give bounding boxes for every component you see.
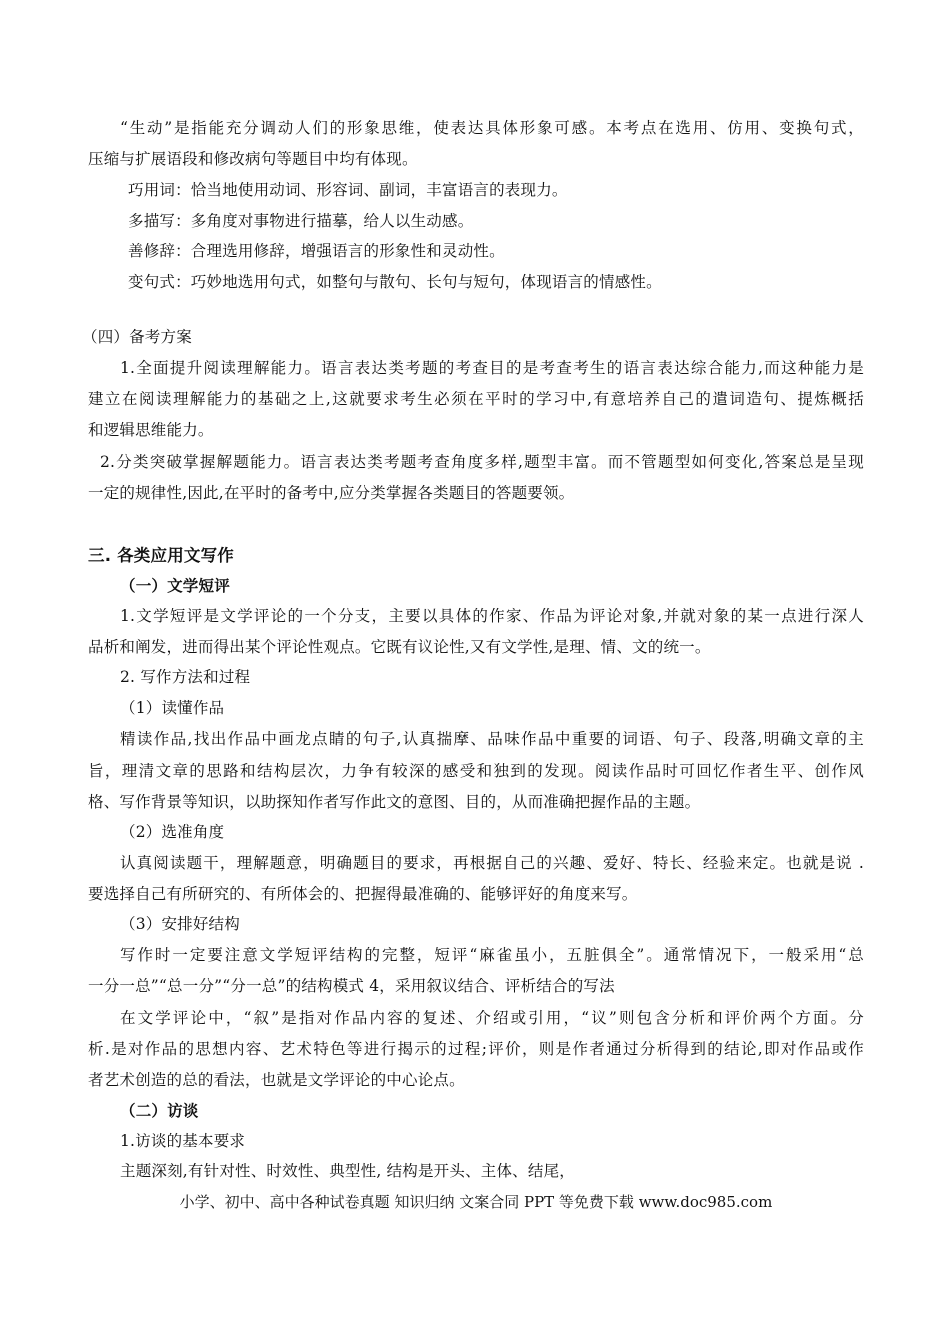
paragraph-line: 多描写：多角度对事物进行描摹，给人以生动感。	[128, 212, 474, 230]
paragraph-line: 精读作品,找出作品中画龙点睛的句子,认真揣摩、品味作品中重要的词语、句子、段落,明确文章的主	[120, 730, 864, 748]
paragraph-line: 者艺术创造的总的看法，也就是文学评论的中心论点。	[88, 1071, 465, 1089]
section-heading: （四）备考方案	[82, 328, 192, 346]
paragraph-line: 品析和阐发，进而得出某个评论性观点。它既有议论性,又有文学性,是理、情、文的统一。	[88, 638, 711, 656]
subsection-heading: （一）文学短评	[120, 577, 230, 595]
chapter-heading: 三. 各类应用文写作	[88, 546, 235, 565]
paragraph-line: 1.访谈的基本要求	[120, 1132, 246, 1150]
paragraph-line: “生动”是指能充分调动人们的形象思维，使表达具体形象可感。本考点在选用、仿用、变换句式，	[120, 119, 864, 137]
paragraph-line: （1）读懂作品	[120, 699, 225, 717]
paragraph-line: 主题深刻,有针对性、时效性、典型性, 结构是开头、主体、结尾，	[120, 1162, 575, 1180]
paragraph-line: 善修辞：合理选用修辞，增强语言的形象性和灵动性。	[128, 242, 505, 260]
paragraph-line: 1.全面提升阅读理解能力。语言表达类考题的考查目的是考查考生的语言表达综合能力,而这种能力是	[120, 359, 864, 377]
paragraph-line: 一定的规律性,因此,在平时的备考中,应分类掌握各类题目的答题要领。	[88, 484, 575, 502]
paragraph-line: 和逻辑思维能力。	[88, 421, 214, 439]
paragraph-line: 旨，理清文章的思路和结构层次，力争有较深的感受和独到的发现。阅读作品时可回忆作者生平、创作风	[88, 762, 864, 780]
paragraph-line: 2. 写作方法和过程	[120, 668, 251, 686]
paragraph-line: 在文学评论中，“叙”是指对作品内容的复述、介绍或引用，“议”则包含分析和评价两个方面。分	[120, 1009, 864, 1027]
paragraph-line: 建立在阅读理解能力的基础之上,这就要求考生必须在平时的学习中,有意培养自己的遣词造句、提炼概括	[88, 390, 864, 408]
paragraph-line: 变句式：巧妙地选用句式，如整句与散句、长句与短句，体现语言的情感性。	[128, 273, 662, 291]
paragraph-line: 要选择自己有所研究的、有所体会的、把握得最准确的、能够评好的角度来写。	[88, 885, 638, 903]
paragraph-line: 1.文学短评是文学评论的一个分支，主要以具体的作家、作品为评论对象,并就对象的某一点进行深人	[120, 607, 864, 625]
paragraph-line: （2）选准角度	[120, 823, 225, 841]
paragraph-line: 压缩与扩展语段和修改病句等题目中均有体现。	[88, 150, 418, 168]
paragraph-line: 一分一总”“总一分”“分一总”的结构模式 4，采用叙议结合、评析结合的写法	[88, 977, 615, 995]
paragraph-line: 2.分类突破掌握解题能力。语言表达类考题考查角度多样,题型丰富。而不管题型如何变化,答案总是呈现	[100, 453, 864, 471]
paragraph-line: 认真阅读题干，理解题意，明确题目的要求，再根据自己的兴趣、爱好、特长、经验来定。也就是说 .	[120, 854, 864, 872]
paragraph-line: 写作时一定要注意文学短评结构的完整，短评“麻雀虽小，五脏俱全”。通常情况下，一般采用“总	[120, 946, 864, 964]
page-footer: 小学、初中、高中各种试卷真题 知识归纳 文案合同 PPT 等免费下载 www.doc985.com	[179, 1193, 773, 1211]
paragraph-line: 巧用词：恰当地使用动词、形容词、副词，丰富语言的表现力。	[128, 181, 568, 199]
subsection-heading: （二）访谈	[120, 1102, 199, 1120]
paragraph-line: （3）安排好结构	[120, 915, 240, 933]
paragraph-line: 格、写作背景等知识，以助探知作者写作此文的意图、目的，从而准确把握作品的主题。	[88, 793, 701, 811]
paragraph-line: 析.是对作品的思想内容、艺术特色等进行揭示的过程;评价，则是作者通过分析得到的结论,即对作品或作	[88, 1040, 864, 1058]
